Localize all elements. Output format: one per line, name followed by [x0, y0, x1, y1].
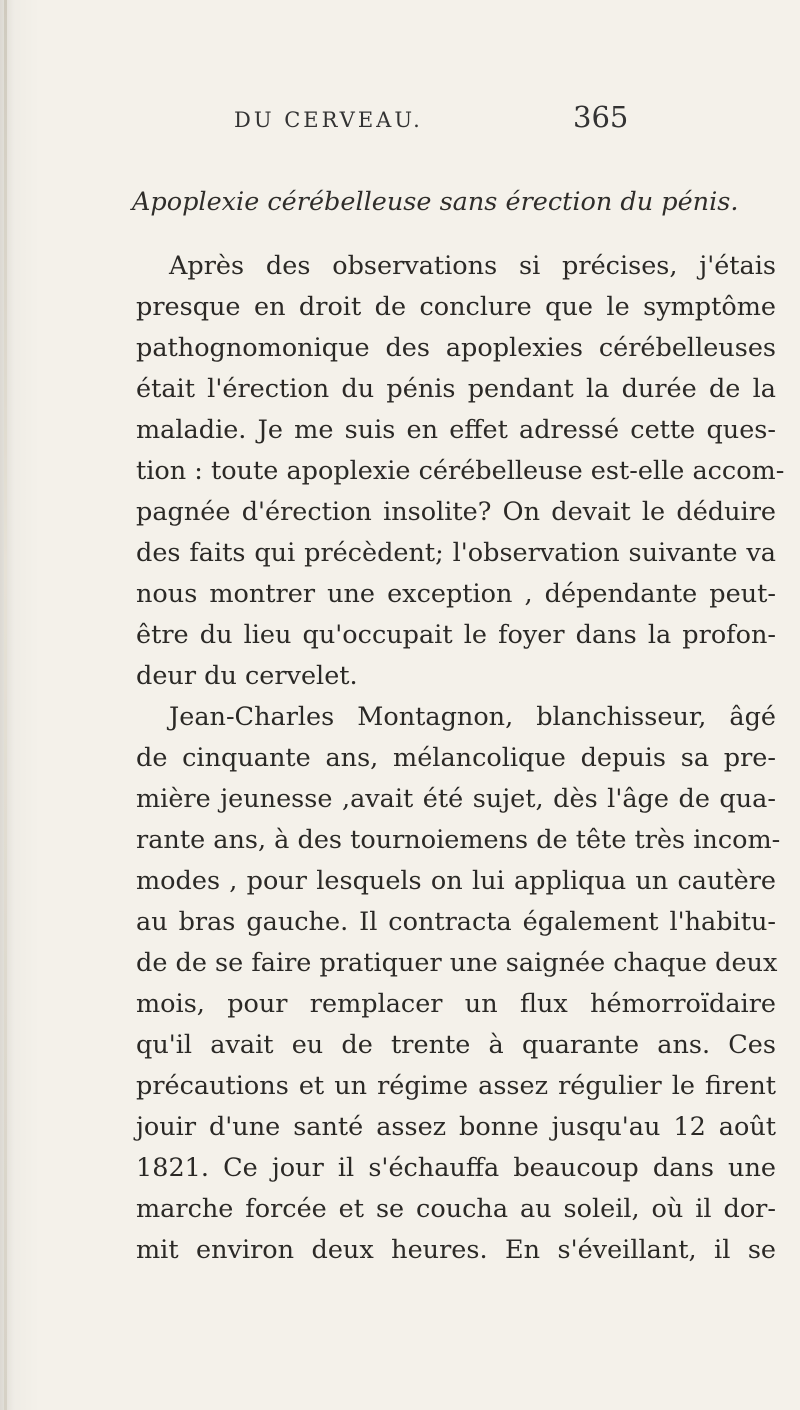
- text-line: mière jeunesse ,avait été sujet, dès l'âge de qua-: [136, 784, 776, 814]
- text-line: presque en droit de conclure que le symptôme: [136, 292, 776, 322]
- text-line: des faits qui précèdent; l'observation suivante va: [136, 538, 776, 568]
- text-line: deur du cervelet.: [136, 661, 358, 691]
- text-line: était l'érection du pénis pendant la durée de la: [136, 374, 776, 404]
- text-line: modes , pour lesquels on lui appliqua un cautère: [136, 866, 776, 896]
- text-line: tion : toute apoplexie cérébelleuse est-elle accom-: [136, 456, 785, 486]
- text-line: précautions et un régime assez régulier le firent: [136, 1071, 776, 1101]
- text-line: maladie. Je me suis en effet adressé cette ques-: [136, 415, 776, 445]
- text-line: de cinquante ans, mélancolique depuis sa pre-: [136, 743, 776, 773]
- text-line: marche forcée et se coucha au soleil, où il dor-: [136, 1194, 776, 1224]
- text-line: mois, pour remplacer un flux hémorroïdaire: [136, 989, 776, 1019]
- text-line: de de se faire pratiquer une saignée chaque deux: [136, 948, 778, 978]
- text-line: Après des observations si précises, j'étais: [169, 251, 776, 281]
- section-title: Apoplexie cérébelleuse sans érection du pénis.: [132, 187, 739, 217]
- text-line: au bras gauche. Il contracta également l'habitu-: [136, 907, 776, 937]
- body-text: [136, 246, 785, 1271]
- page-gutter: [4, 0, 7, 1410]
- text-line: mit environ deux heures. En s'éveillant, il se: [136, 1235, 776, 1265]
- text-line: être du lieu qu'occupait le foyer dans la profon-: [136, 620, 776, 650]
- text-line: jouir d'une santé assez bonne jusqu'au 12 août: [136, 1112, 776, 1142]
- text-line: rante ans, à des tournoiemens de tête très incom-: [136, 825, 781, 855]
- text-line: pathognomonique des apoplexies cérébelleuses: [136, 333, 776, 363]
- text-line: qu'il avait eu de trente à quarante ans. Ces: [136, 1030, 776, 1060]
- text-line: Jean-Charles Montagnon, blanchisseur, âgé: [169, 702, 776, 732]
- running-head: DU CERVEAU.: [234, 108, 423, 132]
- page-number: 365: [573, 100, 629, 134]
- text-line: nous montrer une exception , dépendante peut-: [136, 579, 776, 609]
- text-line: 1821. Ce jour il s'échauffa beaucoup dans une: [136, 1153, 776, 1183]
- text-line: pagnée d'érection insolite? On devait le déduire: [136, 497, 776, 527]
